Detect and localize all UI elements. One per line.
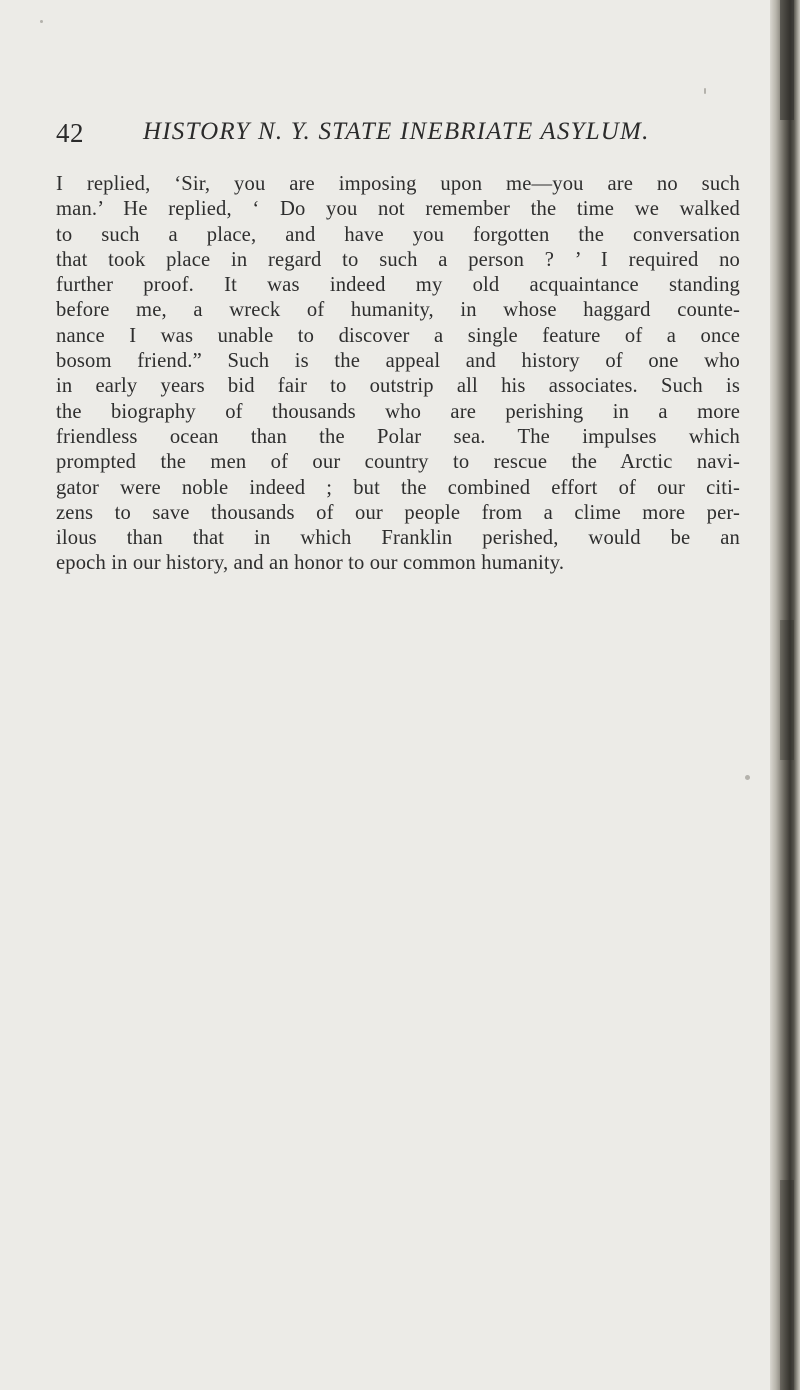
text-line: bosom friend.” Such is the appeal and history of one who [56,350,740,373]
text-line: in early years bid fair to outstrip all his associates. Such is [56,375,740,398]
text-line: I replied, ‘Sir, you are imposing upon me—you are no such [56,173,740,195]
text-line: friendless ocean than the Polar sea. The impulses which [56,425,740,448]
binding-shadow [780,1180,794,1390]
book-binding-edge [770,0,800,1390]
text-line: man.’ He replied, ‘ Do you not remember the time we walked [56,198,740,221]
text-line: epoch in our history, and an honor to our common humanity. [56,552,565,575]
body-paragraph [56,172,740,577]
page-header [56,118,696,154]
paper-speck [40,20,43,23]
text-line: prompted the men of our country to rescue the Arctic navi- [56,451,740,474]
text-line: further proof. It was indeed my old acquaintance standing [56,274,740,297]
paper-speck [745,775,750,780]
text-line: zens to save thousands of our people from a clime more per- [56,501,740,524]
paper-speck [704,88,706,94]
text-line: gator were noble indeed ; but the combined effort of our citi- [56,476,740,499]
text-line: to such a place, and have you forgotten the conversation [56,223,740,246]
text-line: before me, a wreck of humanity, in whose haggard counte- [56,299,740,322]
text-line: that took place in regard to such a person ? ’ I required no [56,248,740,271]
running-head: HISTORY N. Y. STATE INEBRIATE ASYLUM. [143,118,650,145]
page-number: 42 [56,118,84,148]
binding-shadow [780,620,794,760]
binding-shadow [780,0,794,120]
text-line: nance I was unable to discover a single feature of a once [56,324,740,347]
text-line: the biography of thousands who are perishing in a more [56,400,740,423]
text-line: ilous than that in which Franklin perished, would be an [56,527,740,550]
